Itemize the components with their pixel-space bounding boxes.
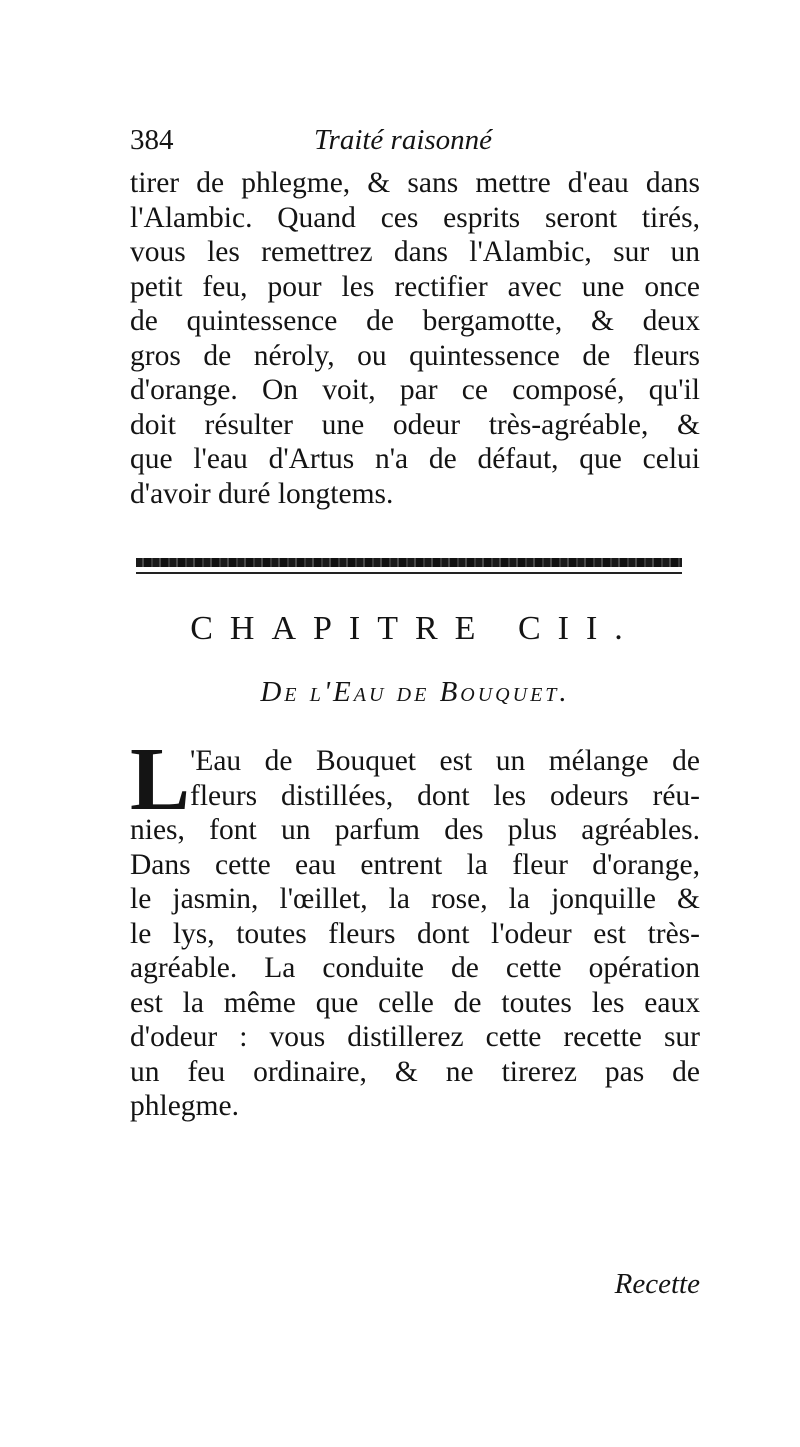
- text-line: le jasmin, l'œillet, la rose, la jonquille &: [130, 883, 700, 915]
- chapter-subtitle: De l'Eau de Bouquet.: [260, 676, 570, 708]
- text-line: vous les remettrez dans l'Alambic, sur un: [130, 236, 700, 268]
- ornament-band: [136, 558, 682, 567]
- text-line: agréable. La conduite de cette opération: [130, 952, 700, 984]
- text-line: le lys, toutes fleurs dont l'odeur est très-: [130, 917, 700, 950]
- text-line: phlegme.: [130, 1090, 239, 1122]
- ornamental-rule: [136, 556, 682, 582]
- text-line: 'Eau de Bouquet est un mélange de: [190, 745, 700, 777]
- text-line: doit résulter une odeur très-agréable, &: [130, 408, 700, 441]
- paragraph-continued: [130, 166, 700, 511]
- paragraph-chapter-body: [130, 744, 700, 1124]
- text-line: que l'eau d'Artus n'a de défaut, que celui: [130, 443, 700, 475]
- text-line: gros de néroly, ou quintessence de fleurs: [130, 339, 700, 372]
- running-title: Traité raisonné: [314, 124, 493, 156]
- ornament-thin-line: [136, 572, 682, 574]
- text-line: un feu ordinaire, & ne tirerez pas de: [130, 1055, 700, 1088]
- text-line: l'Alambic. Quand ces esprits seront tirés,: [130, 201, 700, 234]
- text-line: d'odeur : vous distillerez cette recette sur: [130, 1021, 700, 1053]
- text-line: petit feu, pour les rectifier avec une once: [130, 270, 700, 303]
- text-line: nies, font un parfum des plus agréables.: [130, 814, 700, 846]
- text-line: de quintessence de bergamotte, & deux: [130, 305, 700, 337]
- running-head: [130, 124, 700, 164]
- text-line: est la même que celle de toutes les eaux: [130, 986, 700, 1019]
- page-number: 384: [130, 124, 174, 156]
- catchword: Recette: [614, 1268, 700, 1300]
- text-line: tirer de phlegme, & sans mettre d'eau dans: [130, 167, 700, 199]
- drop-capital: L: [130, 730, 191, 829]
- text-line: fleurs distillées, dont les odeurs réu-: [190, 779, 700, 812]
- text-line: d'orange. On voit, par ce composé, qu'il: [130, 374, 700, 406]
- text-line: Dans cette eau entrent la fleur d'orange,: [130, 848, 700, 881]
- text-line: d'avoir duré longtems.: [130, 477, 394, 510]
- chapter-title: CHAPITRE CII.: [190, 610, 640, 647]
